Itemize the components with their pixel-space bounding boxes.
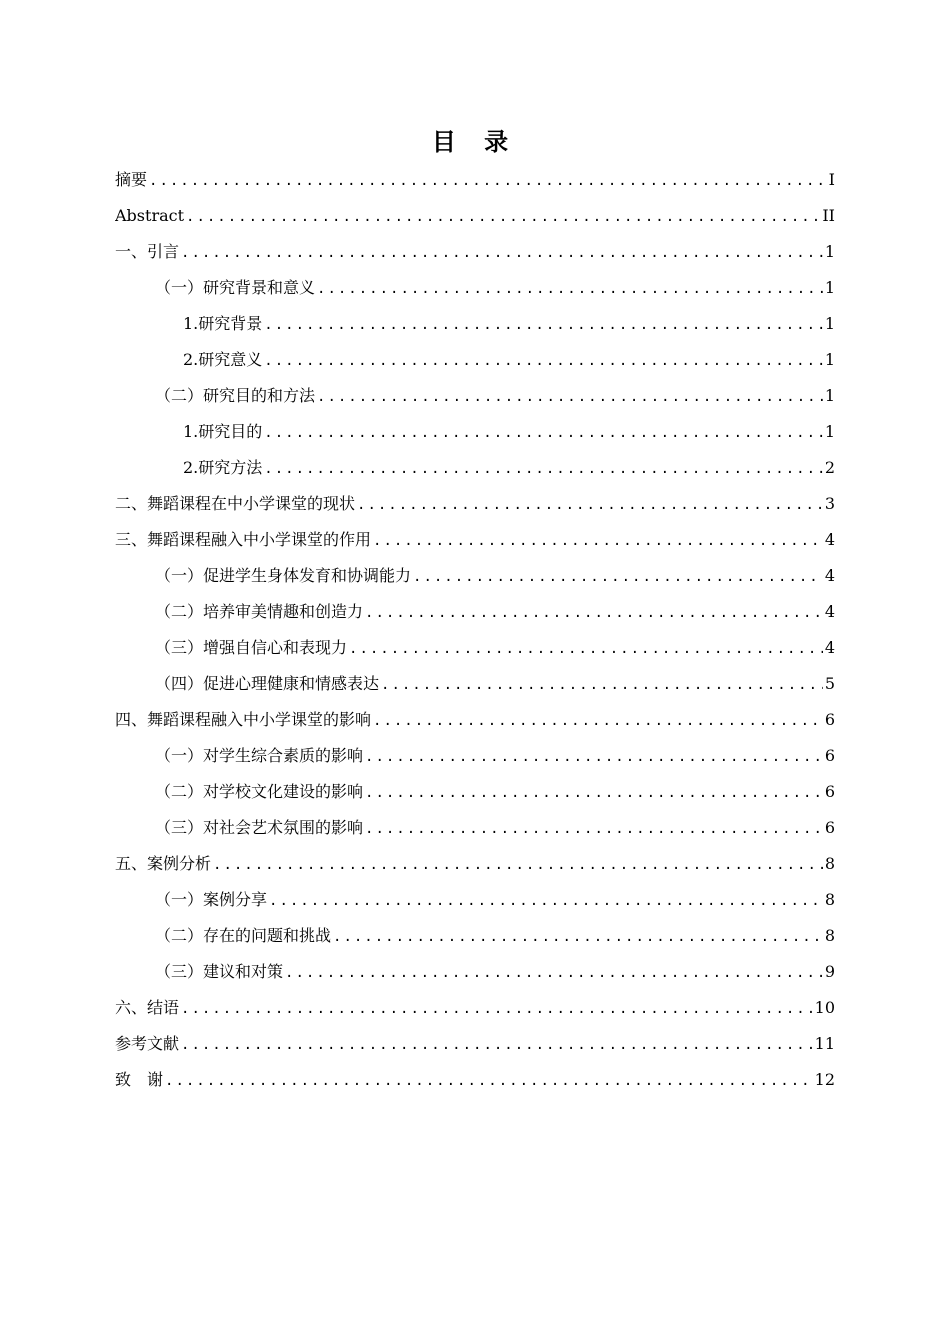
toc-entry[interactable] xyxy=(115,738,835,774)
toc-entry-label: （一）案例分享 xyxy=(155,890,268,909)
toc-entry[interactable] xyxy=(115,1026,835,1062)
toc-entry-page-number: 4 xyxy=(824,602,835,621)
toc-entry-page-number: 1 xyxy=(824,350,835,369)
toc-entry-label: 2.研究意义 xyxy=(183,350,263,369)
toc-entry[interactable] xyxy=(115,558,835,594)
toc-dot-leader xyxy=(333,919,823,954)
toc-entry-page-number: 10 xyxy=(814,998,835,1017)
toc-entry-page-number: 1 xyxy=(824,422,835,441)
toc-entry-page-number: 1 xyxy=(824,242,835,261)
toc-entry-label: 1.研究目的 xyxy=(183,422,263,441)
toc-entry[interactable] xyxy=(115,306,835,342)
toc-dot-leader xyxy=(186,199,820,234)
toc-dot-leader xyxy=(285,955,823,990)
toc-dot-leader xyxy=(269,883,823,918)
toc-entry[interactable] xyxy=(115,522,835,558)
toc-dot-leader xyxy=(365,739,823,774)
toc-entry-label: （三）对社会艺术氛围的影响 xyxy=(155,818,364,837)
toc-entry-page-number: 6 xyxy=(824,746,835,765)
toc-entry-label: （一）对学生综合素质的影响 xyxy=(155,746,364,765)
toc-entry[interactable] xyxy=(115,882,835,918)
toc-entry-label: 二、舞蹈课程在中小学课堂的现状 xyxy=(115,494,356,513)
toc-entry-page-number: 6 xyxy=(824,782,835,801)
toc-entry-label: （二）培养审美情趣和创造力 xyxy=(155,602,364,621)
toc-entry[interactable] xyxy=(115,234,835,270)
toc-entry-page-number: 4 xyxy=(824,638,835,657)
toc-entry-label: （一）促进学生身体发育和协调能力 xyxy=(155,566,412,585)
toc-dot-leader xyxy=(213,847,823,882)
toc-dot-leader xyxy=(181,235,823,270)
toc-entry-label: Abstract xyxy=(115,206,185,225)
toc-dot-leader xyxy=(381,667,823,702)
toc-entry[interactable] xyxy=(115,594,835,630)
toc-entry[interactable] xyxy=(115,198,835,234)
toc-dot-leader xyxy=(357,487,823,522)
toc-entry-page-number: 1 xyxy=(824,314,835,333)
toc-entry-label: 五、案例分析 xyxy=(115,854,212,873)
toc-entry-label: （三）增强自信心和表现力 xyxy=(155,638,348,657)
toc-entry-label: 一、引言 xyxy=(115,242,180,261)
toc-entry[interactable] xyxy=(115,702,835,738)
toc-dot-leader xyxy=(365,775,823,810)
toc-entry-page-number: I xyxy=(828,170,835,189)
toc-dot-leader xyxy=(373,703,823,738)
toc-entry-page-number: 5 xyxy=(824,674,835,693)
toc-entry[interactable] xyxy=(115,630,835,666)
toc-entry-page-number: 2 xyxy=(824,458,835,477)
toc-entry[interactable] xyxy=(115,378,835,414)
toc-entry-page-number: 3 xyxy=(824,494,835,513)
toc-dot-leader xyxy=(264,415,823,450)
toc-entry[interactable] xyxy=(115,270,835,306)
toc-entry-label: 四、舞蹈课程融入中小学课堂的影响 xyxy=(115,710,372,729)
toc-entry-page-number: 9 xyxy=(824,962,835,981)
toc-entry-page-number: 4 xyxy=(824,530,835,549)
toc-entry-page-number: 11 xyxy=(814,1034,835,1053)
toc-dot-leader xyxy=(181,1027,813,1062)
toc-entry[interactable] xyxy=(115,414,835,450)
toc-list xyxy=(115,162,835,1098)
toc-entry-page-number: 6 xyxy=(824,818,835,837)
toc-dot-leader xyxy=(317,379,823,414)
toc-title: 目 录 xyxy=(431,128,519,156)
toc-entry[interactable] xyxy=(115,918,835,954)
toc-entry-label: 2.研究方法 xyxy=(183,458,263,477)
toc-entry[interactable] xyxy=(115,1062,835,1098)
toc-dot-leader xyxy=(165,1063,813,1098)
toc-entry-label: （一）研究背景和意义 xyxy=(155,278,316,297)
toc-entry[interactable] xyxy=(115,810,835,846)
toc-entry-label: （四）促进心理健康和情感表达 xyxy=(155,674,380,693)
toc-entry[interactable] xyxy=(115,486,835,522)
toc-entry-label: （二）研究目的和方法 xyxy=(155,386,316,405)
toc-entry-label: 参考文献 xyxy=(115,1034,180,1053)
toc-entry-page-number: 8 xyxy=(824,926,835,945)
toc-entry-page-number: II xyxy=(822,206,835,225)
toc-entry-page-number: 8 xyxy=(824,890,835,909)
toc-entry[interactable] xyxy=(115,162,835,198)
toc-entry-label: 1.研究背景 xyxy=(183,314,263,333)
toc-dot-leader xyxy=(264,307,823,342)
toc-entry-label: （三）建议和对策 xyxy=(155,962,284,981)
toc-entry-label: （二）对学校文化建设的影响 xyxy=(155,782,364,801)
toc-dot-leader xyxy=(373,523,823,558)
toc-entry-page-number: 8 xyxy=(824,854,835,873)
toc-entry[interactable] xyxy=(115,774,835,810)
toc-dot-leader xyxy=(365,811,823,846)
toc-dot-leader xyxy=(365,595,823,630)
toc-dot-leader xyxy=(264,451,823,486)
toc-entry[interactable] xyxy=(115,342,835,378)
toc-dot-leader xyxy=(264,343,823,378)
toc-entry-page-number: 6 xyxy=(824,710,835,729)
toc-entry-label: 致 谢 xyxy=(115,1070,164,1089)
toc-entry-page-number: 1 xyxy=(824,386,835,405)
toc-entry[interactable] xyxy=(115,954,835,990)
toc-entry-page-number: 12 xyxy=(814,1070,835,1089)
toc-dot-leader xyxy=(149,163,827,198)
toc-dot-leader xyxy=(317,271,823,306)
toc-dot-leader xyxy=(349,631,823,666)
toc-entry-label: （二）存在的问题和挑战 xyxy=(155,926,332,945)
toc-entry[interactable] xyxy=(115,666,835,702)
toc-dot-leader xyxy=(413,559,823,594)
toc-entry-label: 六、结语 xyxy=(115,998,180,1017)
toc-entry-label: 三、舞蹈课程融入中小学课堂的作用 xyxy=(115,530,372,549)
toc-entry-page-number: 4 xyxy=(824,566,835,585)
toc-entry[interactable] xyxy=(115,990,835,1026)
toc-dot-leader xyxy=(181,991,813,1026)
toc-entry-label: 摘要 xyxy=(115,170,148,189)
toc-entry[interactable] xyxy=(115,846,835,882)
toc-entry-page-number: 1 xyxy=(824,278,835,297)
toc-entry[interactable] xyxy=(115,450,835,486)
